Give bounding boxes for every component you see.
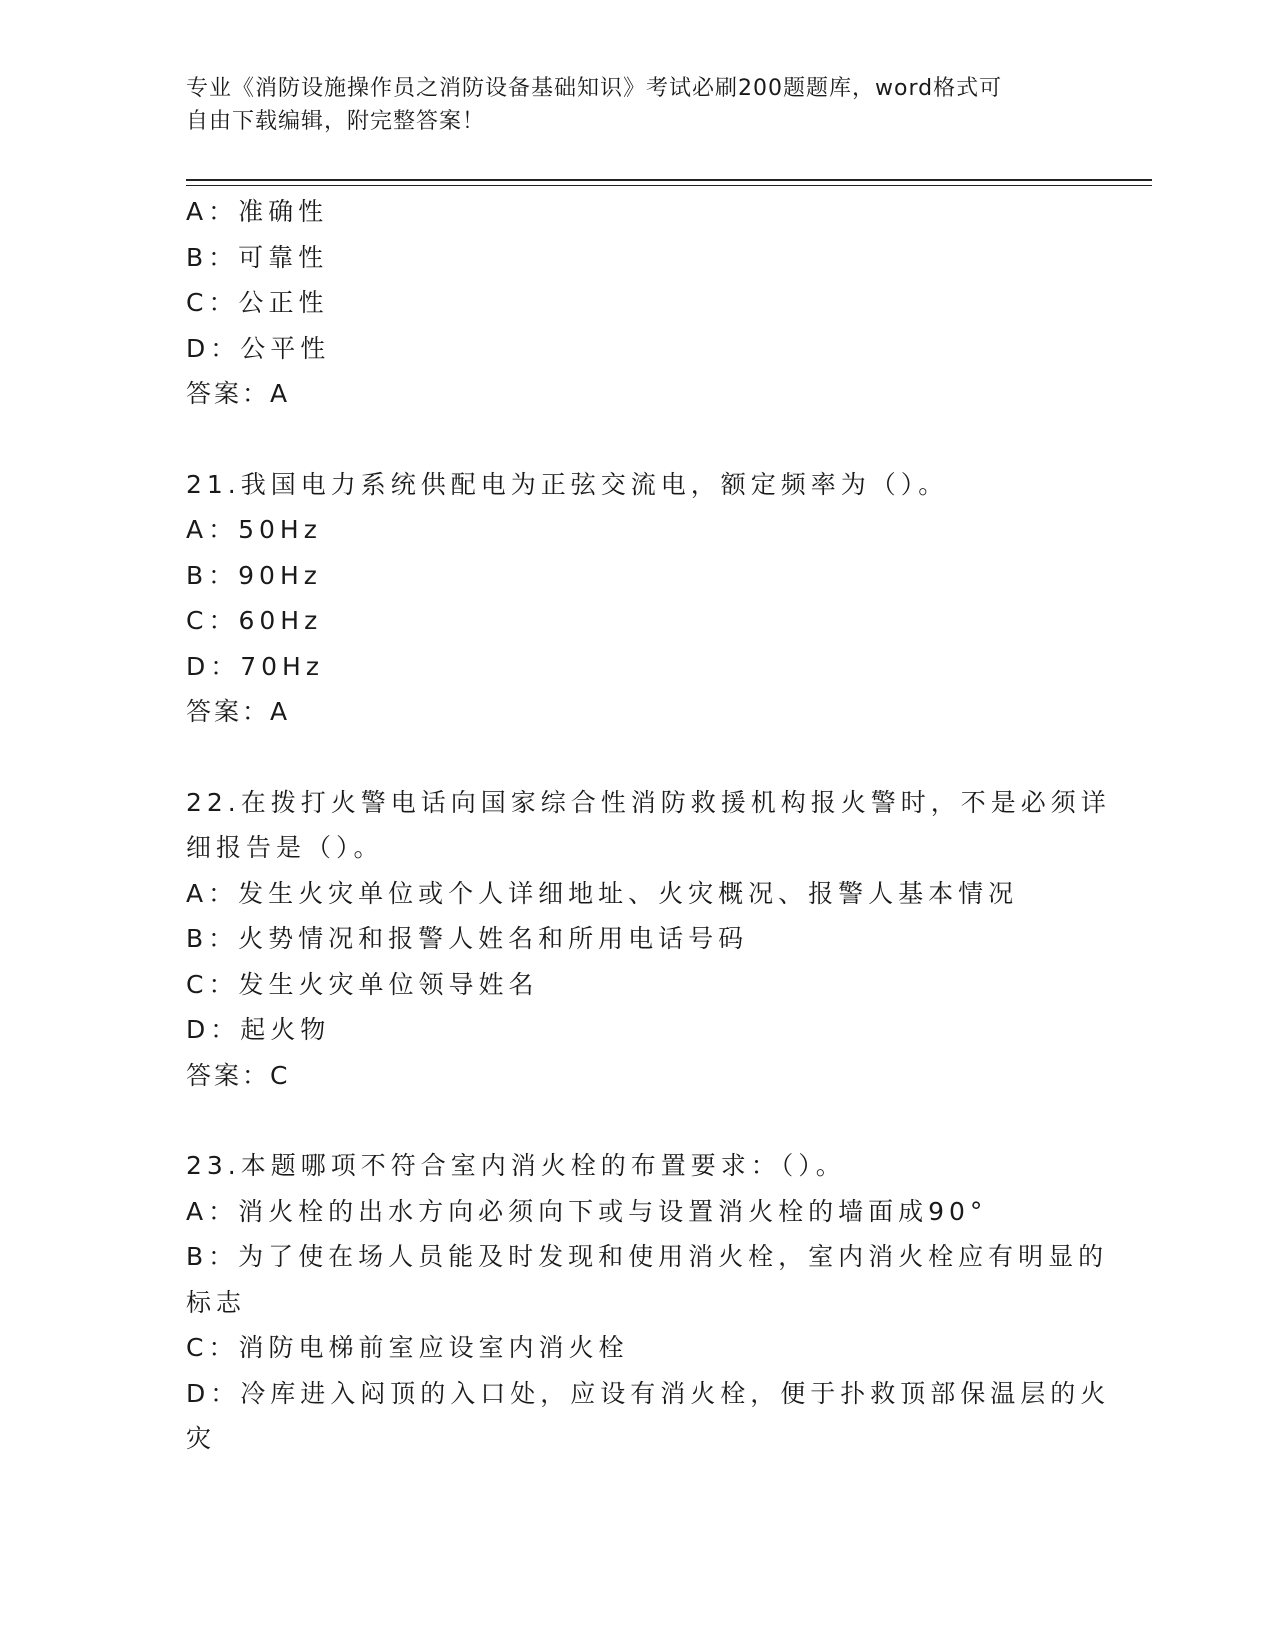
q21-option-d: D：70Hz [186, 651, 324, 681]
q20-option-b: B：可靠性 [186, 242, 329, 272]
questions-content [186, 189, 1111, 1462]
q23-option-d-line-1: D：冷库进入闷顶的入口处，应设有消火栓，便于扑救顶部保温层的火 [186, 1378, 1111, 1408]
header-title-line-2: 自由下载编辑，附完整答案！ [186, 109, 486, 134]
q22-option-c: C：发生火灾单位领导姓名 [186, 969, 539, 999]
q22-answer: 答案：C [186, 1060, 291, 1090]
q23-option-b-line-1: B：为了使在场人员能及时发现和使用消火栓，室内消火栓应有明显的 [186, 1242, 1109, 1271]
q22-option-b: B：火势情况和报警人姓名和所用电话号码 [186, 924, 749, 953]
q20-option-d: D：公平性 [186, 333, 331, 363]
q22-question-line-1: 22.在拨打火警电话向国家综合性消防救援机构报火警时，不是必须详 [186, 787, 1111, 817]
header-title-line-1: 专业《消防设施操作员之消防设备基础知识》考试必刷200题题库，word格式可 [186, 76, 1003, 101]
spacer [186, 1098, 1066, 1143]
question-22 [186, 780, 1111, 1099]
q22-question-line-2: 细报告是（）。 [186, 833, 384, 862]
q20-option-c: C：公正性 [186, 288, 329, 317]
q21-question: 21.我国电力系统供配电为正弦交流电，额定频率为（）。 [186, 469, 949, 499]
q22-option-d: D：起火物 [186, 1015, 331, 1044]
q23-option-d-line-2: 灾 [186, 1424, 217, 1453]
q23-option-b-line-2: 标志 [186, 1287, 247, 1317]
q21-option-a: A：50Hz [186, 515, 322, 544]
spacer [186, 417, 1066, 462]
q23-option-a: A：消火栓的出水方向必须向下或与设置消火栓的墙面成90° [186, 1196, 988, 1226]
spacer [186, 735, 1066, 780]
question-20 [186, 189, 1066, 417]
q23-option-c: C：消防电梯前室应设室内消火栓 [186, 1333, 629, 1362]
question-21 [186, 462, 1066, 735]
q22-option-a: A：发生火灾单位或个人详细地址、火灾概况、报警人基本情况 [186, 878, 1019, 908]
q21-option-c: C：60Hz [186, 606, 323, 635]
q21-option-b: B：90Hz [186, 560, 322, 590]
question-23 [186, 1143, 1111, 1462]
q20-option-a: A：准确性 [186, 197, 329, 226]
header-divider-thin [186, 185, 1152, 186]
q21-answer: 答案：A [186, 697, 291, 726]
q20-answer: 答案：A [186, 379, 291, 408]
q23-question: 23.本题哪项不符合室内消火栓的布置要求：（）。 [186, 1151, 846, 1180]
document-header [186, 72, 1066, 138]
header-divider-thick [186, 179, 1152, 181]
